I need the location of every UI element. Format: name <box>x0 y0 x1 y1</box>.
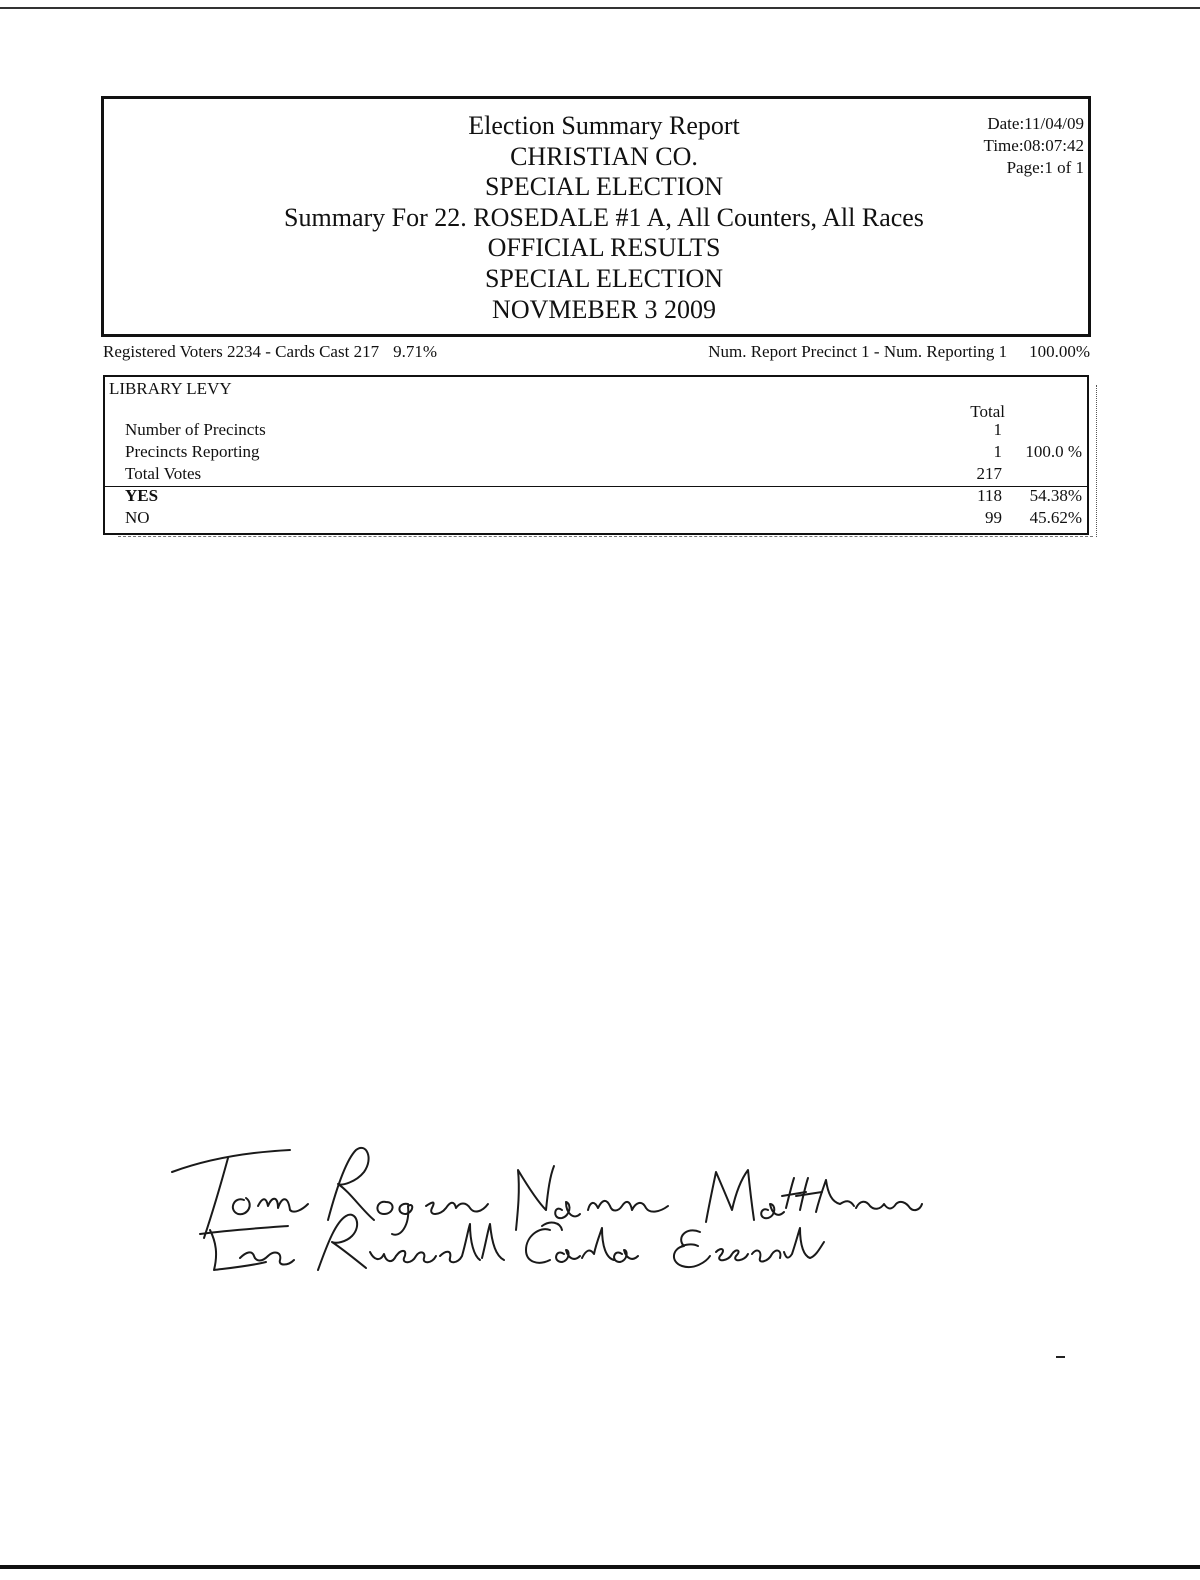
report-time: Time:08:07:42 <box>983 136 1084 155</box>
race-title: LIBRARY LEVY <box>109 379 232 398</box>
choice-percent: 45.62% <box>1029 508 1082 527</box>
signatures <box>170 1130 930 1285</box>
registered-cards-text: Registered Voters 2234 - Cards Cast 217 <box>103 342 380 361</box>
election-type: SPECIAL ELECTION <box>484 172 724 202</box>
scan-edge-top <box>0 7 1200 9</box>
report-header-box <box>101 96 1091 337</box>
report-title: Election Summary Report <box>468 111 740 140</box>
report-date: Date:11/04/09 <box>987 114 1084 133</box>
row-percent: 100.0 % <box>1025 442 1082 461</box>
choice-votes: 99 <box>985 508 1002 527</box>
report-title-block <box>104 111 1104 325</box>
results-status: OFFICIAL RESULTS <box>487 233 721 263</box>
reporting-percent: 100.00% <box>1029 342 1090 361</box>
choice-votes: 118 <box>977 486 1002 505</box>
precinct-stats <box>708 342 1090 362</box>
total-column-header: Total <box>970 402 1005 421</box>
turnout-percent: 9.71% <box>393 342 437 361</box>
report-page: Page:1 of 1 <box>1006 158 1084 177</box>
handwritten-signatures <box>170 1130 930 1280</box>
scan-edge-bottom <box>0 1565 1200 1569</box>
report-meta <box>984 113 1084 179</box>
race-results-table <box>103 375 1089 535</box>
scan-rule <box>118 536 1093 538</box>
scan-speck <box>1056 1356 1065 1358</box>
row-label: Total Votes <box>125 464 202 483</box>
table-row <box>105 463 1087 485</box>
row-value: 217 <box>976 464 1002 483</box>
table-row <box>105 419 1087 441</box>
county-name: CHRISTIAN CO. <box>510 141 698 171</box>
choice-label: NO <box>125 508 150 527</box>
table-row <box>105 507 1087 529</box>
scan-side-mark <box>1096 385 1098 537</box>
choice-percent: 54.38% <box>1029 486 1082 505</box>
summary-scope: Summary For 22. ROSEDALE #1 A, All Counters, All Races <box>284 202 924 232</box>
voter-stats <box>103 342 437 362</box>
table-row <box>105 441 1087 463</box>
election-name: SPECIAL ELECTION <box>484 263 724 293</box>
row-value: 1 <box>993 442 1002 461</box>
choice-label: YES <box>125 486 159 505</box>
row-label: Precincts Reporting <box>125 442 260 461</box>
precincts-reporting-text: Num. Report Precinct 1 - Num. Reporting 1 <box>708 342 1008 361</box>
row-label: Number of Precincts <box>125 420 266 439</box>
election-date: NOVMEBER 3 2009 <box>492 294 716 324</box>
row-value: 1 <box>993 420 1002 439</box>
table-row <box>105 485 1087 507</box>
